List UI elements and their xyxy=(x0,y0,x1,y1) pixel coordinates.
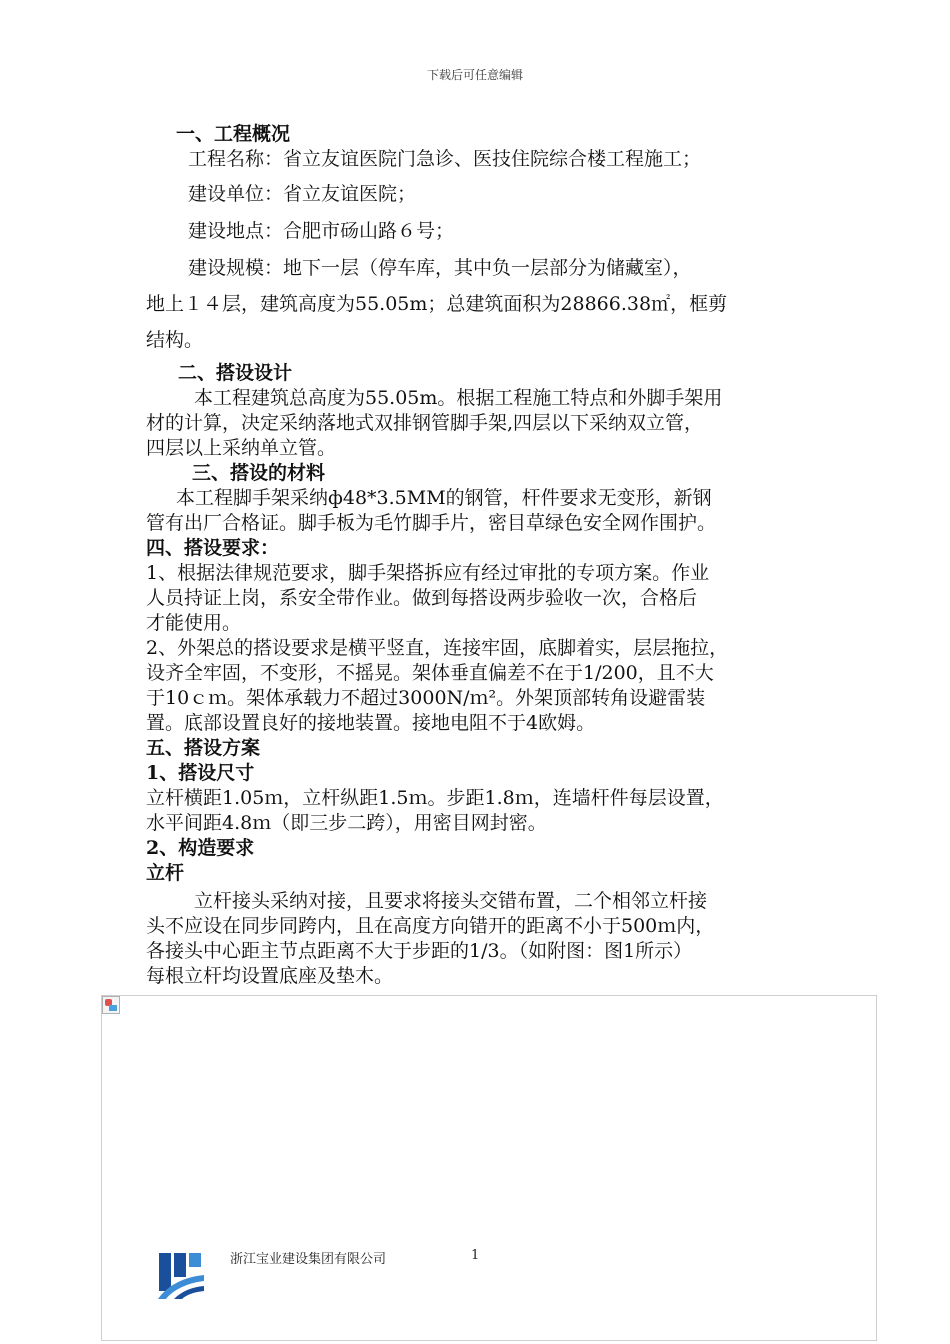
section-title: 三、搭设的材料 xyxy=(192,462,326,484)
footer-company-name: 浙江宝业建设集团有限公司 xyxy=(230,1252,387,1267)
paragraph: 置。底部设置良好的接地装置。接地电阻不于4欧姆。 xyxy=(146,712,596,734)
paragraph: 结构。 xyxy=(146,329,204,351)
paragraph: 立杆横距1.05ｍ，立杆纵距1.5ｍ。步距1.8ｍ，连墙杆件每层设置， xyxy=(146,787,724,809)
paragraph: 建设地点：合肥市砀山路６号； xyxy=(188,220,455,242)
paragraph: 2、外架总的搭设要求是横平竖直，连接牢固，底脚着实，层层拖拉， xyxy=(146,637,729,659)
paragraph: 地上１４层，建筑高度为55.05m；总建筑面积为28866.38㎡，框剪 xyxy=(146,293,728,315)
company-logo-icon xyxy=(156,1251,206,1301)
figure-frame xyxy=(101,995,877,1341)
broken-image-icon xyxy=(102,996,120,1014)
paragraph: 水平间距4.8ｍ（即三步二跨），用密目网封密。 xyxy=(146,812,547,834)
paragraph: 建设规模：地下一层（停车库，其中负一层部分为储藏室）， xyxy=(188,257,692,279)
paragraph: 建设单位：省立友谊医院； xyxy=(188,183,417,205)
paragraph: 本工程脚手架采纳ф48*3.5MM的钢管，杆件要求无变形，新钢 xyxy=(176,487,712,509)
section-title: 一、工程概况 xyxy=(176,123,291,145)
paragraph: 头不应设在同步同跨内，且在高度方向错开的距离不小于500ｍ内， xyxy=(146,915,715,937)
paragraph: 本工程建筑总高度为55.05m。根据工程施工特点和外脚手架用 xyxy=(194,387,723,409)
paragraph: 才能使用。 xyxy=(146,612,242,634)
document-body xyxy=(146,122,816,989)
page-header: 下载后可任意编辑 xyxy=(426,68,523,82)
paragraph: 材的计算，决定采纳落地式双排钢管脚手架,四层以下采纳双立管， xyxy=(146,412,704,434)
paragraph: 每根立杆均设置底座及垫木。 xyxy=(146,965,394,987)
paragraph: 人员持证上岗，系安全带作业。做到每搭设两步验收一次，合格后 xyxy=(146,587,698,609)
section-title: 五、搭设方案 xyxy=(146,737,261,759)
footer-page-number: 1 xyxy=(471,1248,480,1263)
paragraph: 1、根据法律规范要求，脚手架搭拆应有经过审批的专项方案。作业 xyxy=(146,562,710,584)
paragraph: 工程名称：省立友谊医院门急诊、医技住院综合楼工程施工； xyxy=(188,148,702,170)
paragraph: 各接头中心距主节点距离不大于步距的1/3。（如附图：图1所示） xyxy=(146,940,693,962)
subsection-title: 2、构造要求 xyxy=(146,837,255,859)
section-title: 二、搭设设计 xyxy=(178,362,293,384)
paragraph: 管有出厂合格证。脚手板为毛竹脚手片，密目草绿色安全网作围护。 xyxy=(146,512,717,534)
paragraph: 立杆接头采纳对接，且要求将接头交错布置，二个相邻立杆接 xyxy=(194,890,708,912)
paragraph: 于10ｃｍ。架体承载力不超过3000N/ｍ²。外架顶部转角设避雷装 xyxy=(146,687,706,709)
subsection-title: 立杆 xyxy=(146,862,185,884)
paragraph: 四层以上采纳单立管。 xyxy=(146,437,337,459)
subsection-title: 1、搭设尺寸 xyxy=(146,762,255,784)
paragraph: 设齐全牢固，不变形，不摇晃。架体垂直偏差不在于1/200，且不大 xyxy=(146,662,714,684)
section-title: 四、搭设要求： xyxy=(146,537,280,559)
